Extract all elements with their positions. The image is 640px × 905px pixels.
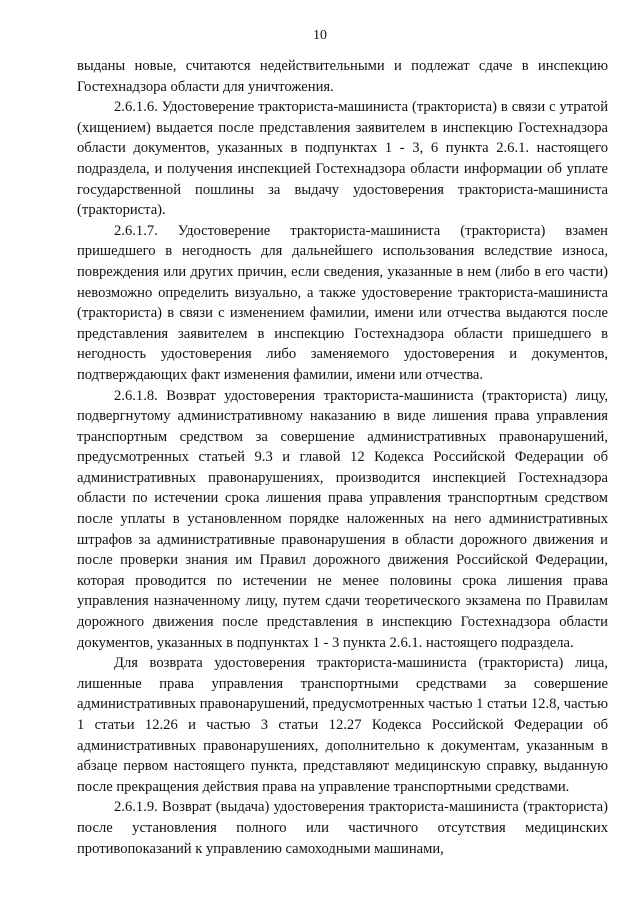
paragraph-return-conditions: Для возврата удостоверения тракториста-машиниста (тракториста) лица, лишенные права управления транспортными средствами за совершение административных правонарушений, предусмотренных частью 1 статьи 12.8, частью 1 статьи 12.26 и частью 3 статьи 12.27 Кодекса Российской Федерации об административных правонарушениях, дополнительно к документам, указанным в абзаце первом настоящего пункта, представляют медицинскую справку, выданную после прекращения действия права на управление транспортными средствами. [77, 655, 608, 795]
paragraph-2-6-1-9: 2.6.1.9. Возврат (выдача) удостоверения тракториста-машиниста (тракториста) после установления полного или частичного отсутствия медицинских противопоказаний к управлению самоходными машинами, [77, 799, 608, 857]
paragraph-2-6-1-7: 2.6.1.7. Удостоверение тракториста-машиниста (тракториста) взамен пришедшего в негодность для дальнейшего использования вследствие износа, повреждения или других причин, если сведения, указанные в нем (либо в его части) невозможно определить визуально, а также удостоверение тракториста-машиниста (тракториста) в связи с изменением фамилии, имени или отчества выдаются после представления заявителем в инспекцию Гостехнадзора области пришедшего в негодность удостоверения либо заменяемого удостоверения и документов, подтверждающих факт изменения фамилии, имени или отчества. [77, 222, 608, 383]
page-number: 10 [313, 28, 327, 43]
document-body [77, 56, 608, 859]
paragraph-2-6-1-8: 2.6.1.8. Возврат удостоверения тракториста-машиниста (тракториста) лицу, подвергнутому административному наказанию в виде лишения права управления транспортным средством за совершение административных правонарушений, предусмотренных статьей 9.3 и главой 12 Кодекса Российской Федерации об административных правонарушениях, производится инспекцией Гостехнадзора области по истечении срока лишения права управления транспортным средством после уплаты в установленном порядке наложенных на него административных штрафов за административные правонарушения в области дорожного движения и после проверки знания им Правил дорожного движения Российской Федерации, которая проводится по истечении не менее половины срока лишения права управления назначенному лицу, путем сдачи теоретического экзамена по Правилам дорожного движения после представления в инспекцию Гостехнадзора области документов, указанных в подпунктах 1 - 3 пункта 2.6.1. настоящего подраздела. [77, 387, 608, 651]
paragraph-2-6-1-6: 2.6.1.6. Удостоверение тракториста-машиниста (тракториста) в связи с утратой (хищением) выдается после представления заявителем в инспекцию Гостехнадзора области документов, указанных в подпунктах 1 - 3, 6 пункта 2.6.1. настоящего подраздела, и получения инспекцией Гостехнадзора области информации об уплате государственной пошлины за выдачу удостоверения тракториста-машиниста (тракториста). [77, 99, 608, 219]
paragraph-continuation: выданы новые, считаются недействительными и подлежат сдаче в инспекцию Гостехнадзора области для уничтожения. [77, 58, 608, 95]
